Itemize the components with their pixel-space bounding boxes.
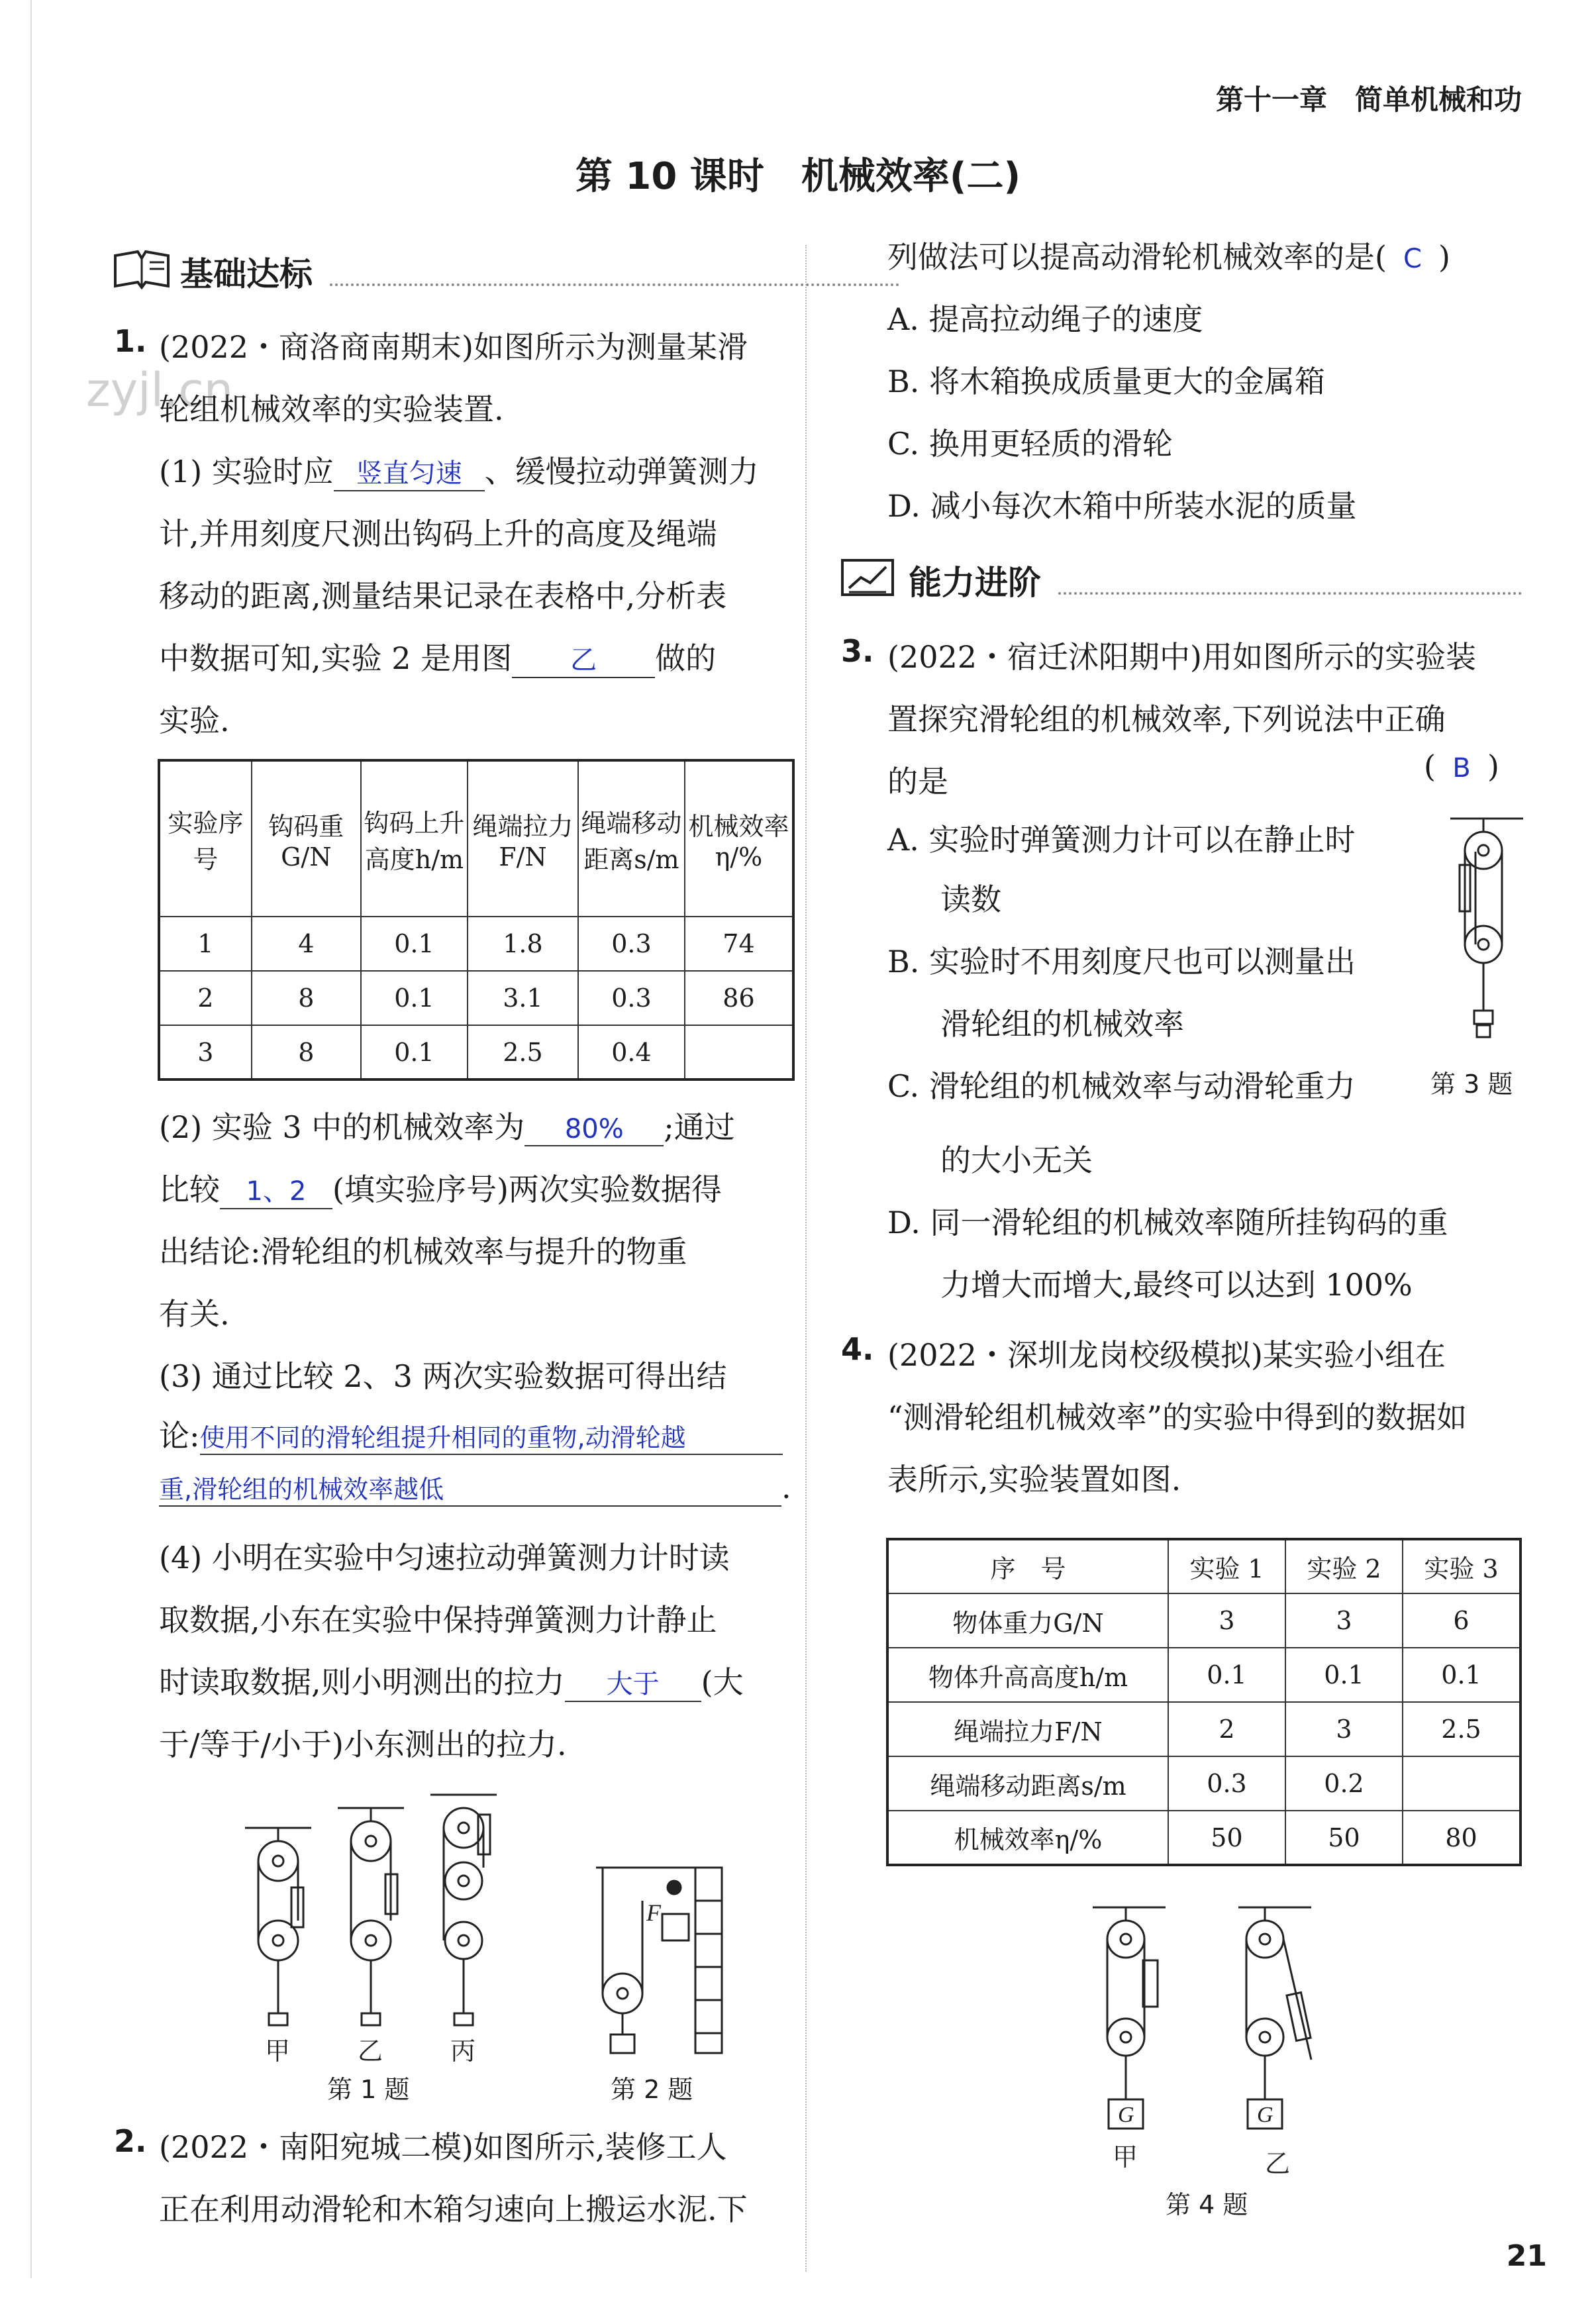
fig2-force-label: F bbox=[646, 1899, 661, 1926]
watermark: zyjl.cn bbox=[86, 363, 234, 417]
q4-th-0: 序 号 bbox=[990, 1554, 1066, 1583]
q3-stem-2: 置探究滑轮组的机械效率,下列说法中正确 bbox=[887, 701, 1446, 737]
q2-answer[interactable]: C bbox=[1403, 244, 1422, 274]
q1-p4-line1: (4) 小明在实验中匀速拉动弹簧测力计时读 bbox=[159, 1540, 730, 1576]
chapter-header: 第十一章 简单机械和功 bbox=[1215, 83, 1522, 116]
q2-stem-3: 列做法可以提高动滑轮机械效率的是( C ) bbox=[887, 239, 1450, 275]
table-row: 物体重力G/N 3 3 6 bbox=[887, 1593, 1521, 1648]
q1-p4-line2: 取数据,小东在实验中保持弹簧测力计静止 bbox=[159, 1602, 717, 1638]
q3-stem-3: 的是 bbox=[887, 764, 948, 799]
column-divider bbox=[805, 245, 807, 2272]
table-row: 物体升高高度h/m 0.1 0.1 0.1 bbox=[887, 1648, 1521, 1702]
q2-stem-2: 正在利用动滑轮和木箱匀速向上搬运水泥.下 bbox=[159, 2191, 748, 2227]
q1-p1-line5: 实验. bbox=[159, 703, 230, 738]
q2-option-d[interactable]: D. 减小每次木箱中所装水泥的质量 bbox=[887, 488, 1357, 524]
fig1-label-a: 甲 bbox=[265, 2038, 291, 2066]
q1-p3-line1: (3) 通过比较 2、3 两次实验数据可得出结 bbox=[159, 1358, 727, 1394]
q1-table bbox=[158, 759, 795, 1081]
q1-p3-line2: 论:使用不同的滑轮组提升相同的重物,动滑轮越 bbox=[159, 1412, 783, 1456]
q1-stem-2: 轮组机械效率的实验装置. bbox=[159, 391, 504, 427]
q3-option-c[interactable]: C. 滑轮组的机械效率与动滑轮重力 bbox=[887, 1068, 1356, 1104]
table-row: 3 8 0.1 2.5 0.4 bbox=[159, 1025, 793, 1080]
q1-p3-blank2[interactable]: 重,滑轮组的机械效率越低 bbox=[159, 1469, 781, 1507]
q1-p2-line3: 出结论:滑轮组的机械效率与提升的物重 bbox=[159, 1234, 687, 1270]
q1-p4-line3: 时读取数据,则小明测出的拉力 大于 (大 bbox=[159, 1658, 744, 1702]
q3-answer-bracket: ( B ) bbox=[1424, 748, 1499, 784]
section-advanced bbox=[840, 555, 1528, 601]
q3-option-d-cont: 力增大而增大,最终可以达到 100% bbox=[940, 1267, 1413, 1303]
fig4-label-b: 乙 bbox=[1265, 2150, 1291, 2178]
q1-p1-blank1[interactable]: 竖直匀速 bbox=[334, 452, 485, 491]
q1-p1-blank2[interactable]: 乙 bbox=[512, 639, 655, 678]
q4-stem-2: “测滑轮组机械效率”的实验中得到的数据如 bbox=[887, 1399, 1468, 1435]
q3-option-c-cont: 的大小无关 bbox=[940, 1142, 1093, 1178]
q1-p1-line1: (1) 实验时应 竖直匀速 、缓慢拉动弹簧测力 bbox=[159, 448, 759, 491]
table-row: 绳端拉力F/N 2 3 2.5 bbox=[887, 1702, 1521, 1756]
q2-number: 2. bbox=[114, 2123, 147, 2159]
q1-p2-blank2[interactable]: 1、2 bbox=[220, 1170, 332, 1209]
q1-p3-line3: 重,滑轮组的机械效率越低 . bbox=[159, 1470, 791, 1505]
fig3-diagram bbox=[1430, 812, 1530, 1050]
q4-th-3: 实验 3 bbox=[1424, 1554, 1499, 1583]
q1-stem-1: (2022・商洛商南期末)如图所示为测量某滑 bbox=[159, 329, 748, 365]
table-row: 绳端移动距离s/m 0.3 0.2 bbox=[887, 1756, 1521, 1811]
q1-th-3: 绳端拉力F/N bbox=[472, 812, 574, 872]
q1-th-4: 绳端移动距离s/m bbox=[581, 808, 682, 874]
fig1-caption: 第 1 题 bbox=[327, 2075, 410, 2104]
fig4-caption: 第 4 题 bbox=[1166, 2190, 1248, 2219]
q3-option-b[interactable]: B. 实验时不用刻度尺也可以测量出 bbox=[887, 944, 1356, 979]
q4-stem-3: 表所示,实验装置如图. bbox=[887, 1462, 1181, 1497]
q1-p4-blank[interactable]: 大于 bbox=[565, 1663, 701, 1702]
q3-number: 3. bbox=[841, 633, 874, 669]
fig1-label-b: 乙 bbox=[358, 2038, 383, 2066]
q2-option-a[interactable]: A. 提高拉动绳子的速度 bbox=[887, 301, 1203, 337]
q1-number: 1. bbox=[114, 323, 147, 359]
table-row: 机械效率η/% 50 50 80 bbox=[887, 1811, 1521, 1865]
page-number: 21 bbox=[1506, 2239, 1547, 2273]
q1-p2-blank1[interactable]: 80% bbox=[524, 1109, 664, 1146]
q4-th-2: 实验 2 bbox=[1307, 1554, 1381, 1583]
q1-th-0: 实验序号 bbox=[168, 808, 244, 874]
q1-p2-line2: 比较 1、2 (填实验序号)两次实验数据得 bbox=[159, 1166, 722, 1209]
q1-p2-line4: 有关. bbox=[159, 1296, 230, 1332]
q1-p1-line2: 计,并用刻度尺测出钩码上升的高度及绳端 bbox=[159, 516, 717, 552]
q3-answer[interactable]: B bbox=[1452, 753, 1471, 783]
q1-p2-line1: (2) 实验 3 中的机械效率为 80% ;通过 bbox=[159, 1109, 735, 1145]
q3-option-a-cont: 读数 bbox=[940, 881, 1001, 917]
section-rule bbox=[1058, 592, 1522, 595]
section-basic bbox=[111, 246, 800, 293]
q1-th-5: 机械效率η/% bbox=[688, 812, 789, 872]
fig4-diagram bbox=[1079, 1901, 1358, 2185]
fig4-label-a: 甲 bbox=[1113, 2144, 1138, 2172]
chart-icon bbox=[840, 555, 897, 599]
q1-th-1: 钩码重G/N bbox=[268, 812, 344, 872]
q3-option-d[interactable]: D. 同一滑轮组的机械效率随所挂钩码的重 bbox=[887, 1205, 1448, 1240]
q1-p4-line4: 于/等于/小于)小东测出的拉力. bbox=[159, 1727, 567, 1762]
q1-p1-line3: 移动的距离,测量结果记录在表格中,分析表 bbox=[159, 578, 727, 614]
q3-option-b-cont: 滑轮组的机械效率 bbox=[940, 1006, 1184, 1042]
fig3-caption: 第 3 题 bbox=[1430, 1070, 1513, 1099]
fig4-g-label-a: G bbox=[1118, 2103, 1134, 2127]
fig1-label-c: 丙 bbox=[450, 2038, 476, 2066]
fig2-diagram bbox=[583, 1861, 728, 2066]
q1-p1-line4: 中数据可知,实验 2 是用图 乙 做的 bbox=[159, 634, 716, 678]
section-rule bbox=[330, 283, 899, 286]
q4-number: 4. bbox=[841, 1331, 874, 1367]
book-icon bbox=[111, 246, 172, 293]
q4-table bbox=[886, 1538, 1522, 1866]
fig1-pulley-diagram bbox=[238, 1788, 517, 2080]
q4-th-1: 实验 1 bbox=[1189, 1554, 1264, 1583]
q1-th-2: 钩码上升高度h/m bbox=[364, 808, 465, 874]
fig2-caption: 第 2 题 bbox=[611, 2075, 693, 2104]
page-title: 第 10 课时 机械效率(二) bbox=[575, 155, 1021, 198]
section-basic-title: 基础达标 bbox=[180, 255, 313, 293]
q4-stem-1: (2022・深圳龙岗校级模拟)某实验小组在 bbox=[887, 1337, 1446, 1373]
table-row: 2 8 0.1 3.1 0.3 86 bbox=[159, 971, 793, 1025]
section-advanced-title: 能力进阶 bbox=[909, 564, 1041, 602]
q2-option-b[interactable]: B. 将木箱换成质量更大的金属箱 bbox=[887, 364, 1326, 399]
q2-stem-1: (2022・南阳宛城二模)如图所示,装修工人 bbox=[159, 2129, 727, 2165]
q2-option-c[interactable]: C. 换用更轻质的滑轮 bbox=[887, 426, 1173, 462]
q3-option-a[interactable]: A. 实验时弹簧测力计可以在静止时 bbox=[887, 822, 1356, 858]
table-row: 1 4 0.1 1.8 0.3 74 bbox=[159, 917, 793, 971]
q3-stem-1: (2022・宿迁沭阳期中)用如图所示的实验装 bbox=[887, 639, 1476, 675]
q1-p3-blank[interactable]: 使用不同的滑轮组提升相同的重物,动滑轮越 bbox=[200, 1417, 783, 1455]
fig4-g-label-b: G bbox=[1257, 2103, 1273, 2127]
